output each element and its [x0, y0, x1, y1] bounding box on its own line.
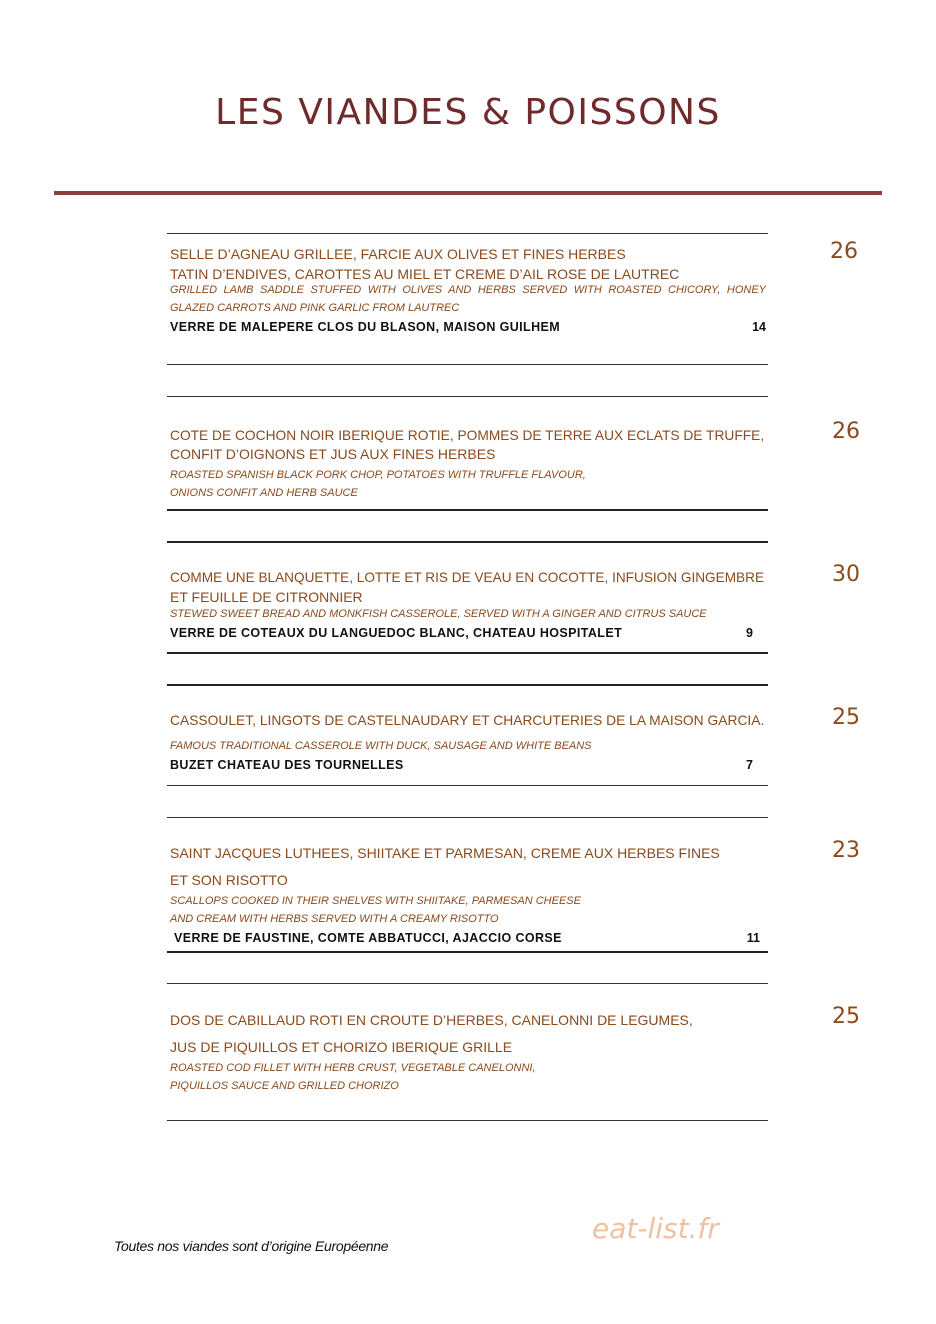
- page-title: LES VIANDES & POISSONS: [215, 92, 721, 133]
- dish-3-price: 30: [832, 562, 860, 587]
- dish-3-top-rule: [167, 541, 768, 543]
- dish-1-top-rule: [167, 233, 768, 234]
- dish-5-wine-price: 11: [746, 931, 760, 945]
- dish-6-fr-line-1: DOS DE CABILLAUD ROTI EN CROUTE D’HERBES, CANELONNI DE LEGUMES,: [170, 1012, 693, 1028]
- dish-1-fr-line-1: SELLE D’AGNEAU GRILLEE, FARCIE AUX OLIVES ET FINES HERBES: [170, 246, 626, 262]
- dish-1-en-line-1: GRILLED LAMB SADDLE STUFFED WITH OLIVES AND HERBS SERVED WITH ROASTED CHICORY, HONEY: [170, 284, 766, 296]
- dish-5-top-rule: [167, 817, 768, 818]
- watermark: eat-list.fr: [592, 1212, 719, 1245]
- dish-2-bottom-rule: [167, 509, 768, 511]
- dish-6-en-line-2: PIQUILLOS SAUCE AND GRILLED CHORIZO: [170, 1080, 399, 1092]
- dish-3-bottom-rule: [167, 652, 768, 654]
- dish-6-bottom-rule: [167, 1120, 768, 1121]
- dish-1-price: 26: [830, 239, 858, 264]
- dish-1-wine-price: 14: [752, 320, 766, 334]
- dish-3-wine-price: 9: [746, 626, 753, 640]
- dish-1-wine: VERRE DE MALEPERE CLOS DU BLASON, MAISON GUILHEM: [170, 320, 561, 334]
- dish-2-price: 26: [832, 419, 860, 444]
- dish-4-wine: BUZET CHATEAU DES TOURNELLES: [170, 758, 404, 772]
- dish-4-top-rule: [167, 684, 768, 686]
- dish-5-en-line-1: SCALLOPS COOKED IN THEIR SHELVES WITH SHIITAKE, PARMESAN CHEESE: [170, 895, 581, 907]
- dish-4-en-line-1: FAMOUS TRADITIONAL CASSEROLE WITH DUCK, SAUSAGE AND WHITE BEANS: [170, 740, 592, 752]
- dish-6-top-rule: [167, 983, 768, 984]
- footer-note: Toutes nos viandes sont d’origine Européenne: [114, 1238, 389, 1254]
- dish-5-bottom-rule: [167, 951, 768, 953]
- dish-5-fr-line-2: ET SON RISOTTO: [170, 872, 288, 888]
- dish-6-price: 25: [832, 1004, 860, 1029]
- dish-1-fr-line-2: TATIN D’ENDIVES, CAROTTES AU MIEL ET CREME D’AIL ROSE DE LAUTREC: [170, 266, 680, 282]
- dish-1-en-line-2: GLAZED CARROTS AND PINK GARLIC FROM LAUTREC: [170, 302, 460, 314]
- dish-5-en-line-2: AND CREAM WITH HERBS SERVED WITH A CREAMY RISOTTO: [170, 913, 499, 925]
- dish-3-fr-line-2: ET FEUILLE DE CITRONNIER: [170, 589, 363, 605]
- dish-4-price: 25: [832, 705, 860, 730]
- dish-4-bottom-rule: [167, 785, 768, 786]
- dish-2-fr-line-2: CONFIT D’OIGNONS ET JUS AUX FINES HERBES: [170, 446, 496, 462]
- dish-5-wine: VERRE DE FAUSTINE, COMTE ABBATUCCI, AJACCIO CORSE: [174, 931, 562, 945]
- dish-2-fr-line-1: COTE DE COCHON NOIR IBERIQUE ROTIE, POMMES DE TERRE AUX ECLATS DE TRUFFE,: [170, 427, 765, 443]
- dish-6-fr-line-2: JUS DE PIQUILLOS ET CHORIZO IBERIQUE GRILLE: [170, 1039, 513, 1055]
- dish-2-en-line-2: ONIONS CONFIT AND HERB SAUCE: [170, 487, 358, 499]
- title-rule: [54, 191, 882, 195]
- dish-4-wine-price: 7: [746, 758, 753, 772]
- dish-2-top-rule: [167, 396, 768, 397]
- dish-6-en-line-1: ROASTED COD FILLET WITH HERB CRUST, VEGETABLE CANELONNI,: [170, 1062, 536, 1074]
- dish-3-en-line-1: STEWED SWEET BREAD AND MONKFISH CASSEROLE, SERVED WITH A GINGER AND CITRUS SAUCE: [170, 608, 707, 620]
- dish-1-bottom-rule: [167, 364, 768, 365]
- dish-2-en-line-1: ROASTED SPANISH BLACK PORK CHOP, POTATOES WITH TRUFFLE FLAVOUR,: [170, 469, 586, 481]
- dish-5-price: 23: [832, 838, 860, 863]
- dish-4-fr-line-1: CASSOULET, LINGOTS DE CASTELNAUDARY ET CHARCUTERIES DE LA MAISON GARCIA.: [170, 712, 765, 728]
- dish-3-fr-line-1: COMME UNE BLANQUETTE, LOTTE ET RIS DE VEAU EN COCOTTE, INFUSION GINGEMBRE: [170, 569, 765, 585]
- dish-5-fr-line-1: SAINT JACQUES LUTHEES, SHIITAKE ET PARMESAN, CREME AUX HERBES FINES: [170, 845, 720, 861]
- dish-3-wine: VERRE DE COTEAUX DU LANGUEDOC BLANC, CHATEAU HOSPITALET: [170, 626, 623, 640]
